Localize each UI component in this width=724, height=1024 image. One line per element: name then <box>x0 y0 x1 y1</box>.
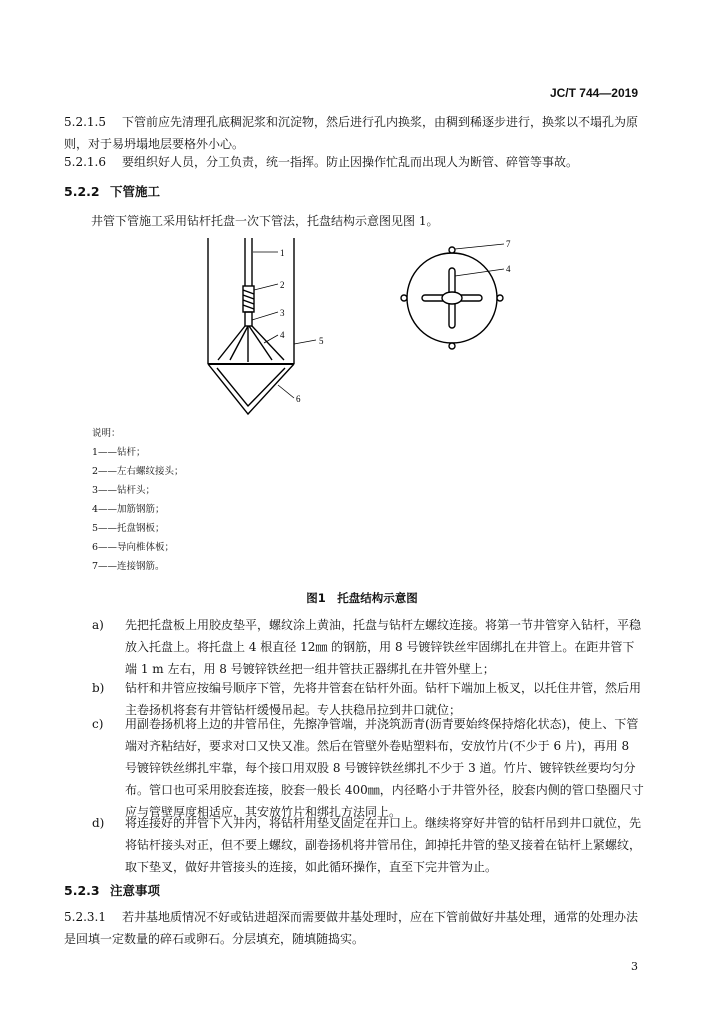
legend-item: 3——钻杆头； <box>92 485 156 496</box>
clause-number: 5.2.1.6 <box>64 155 106 169</box>
step-a <box>92 614 644 680</box>
section-number: 5.2.3 <box>64 883 100 898</box>
legend-title: 说明： <box>92 428 121 439</box>
clause-5-2-1-5 <box>64 111 642 155</box>
label-5: 5 <box>319 336 324 346</box>
label-6: 6 <box>296 394 301 404</box>
clause-text: 若井基地质情况不好或钻进超深而需要做井基处理时，应在下管前做好井基处理，通常的处理办法是回填一定数量的碎石或卵石。分层填充，随填随捣实。 <box>64 910 639 946</box>
label-4: 4 <box>280 330 285 340</box>
section-title: 注意事项 <box>110 883 161 898</box>
page-number: 3 <box>631 960 638 973</box>
legend-item: 1——钻杆； <box>92 447 146 458</box>
connecting-bar-ring <box>449 343 455 349</box>
section-5-2-3-heading <box>64 881 160 899</box>
legend-item: 5——托盘钢板； <box>92 523 165 534</box>
legend-item: 6——导向椎体板； <box>92 542 175 553</box>
standard-code-header: JC/T 744—2019 <box>549 86 638 100</box>
step-c <box>92 713 644 823</box>
rod-head <box>245 312 252 326</box>
clause-number: 5.2.3.1 <box>64 910 106 924</box>
reinforcing-bar <box>218 326 245 360</box>
label-3: 3 <box>280 308 285 318</box>
connecting-bar-ring <box>401 295 407 301</box>
clause-text: 下管前应先清理孔底稠泥浆和沉淀物，然后进行孔内换浆，由稠到稀逐步进行，换浆以不塌孔为原则，对于易坍塌地层要格外小心。 <box>64 115 639 151</box>
figure-caption: 图1 托盘结构示意图 <box>306 591 418 605</box>
step-label: b) <box>92 681 105 695</box>
step-text: 先把托盘板上用胶皮垫平，螺纹涂上黄油，托盘与钻杆左螺纹连接。将第一节井管穿入钻杆，平稳放入托盘上。将托盘上 4 根直径 12㎜ 的钢筋，用 8 号镀锌铁丝牢固绑扎在井管上。在距井管下端 1 m 左右，用 8 号镀锌铁丝把一组井管扶正器绑扎在井管外壁上； <box>125 618 642 676</box>
label-2: 2 <box>280 280 285 290</box>
legend-item: 7——连接钢筋。 <box>92 561 165 572</box>
step-text: 将连接好的井管下入井内，将钻杆用垫叉固定在井口上。继续将穿好井管的钻杆吊到井口就位，先将钻杆接头对正，但不要上螺纹，副卷扬机将井管吊住，卸掉托井管的垫叉接着在钻杆上紧螺纹，取下垫叉，做好井管接头的连接，如此循环操作，直至下完井管为止。 <box>125 816 642 874</box>
legend-item: 4——加筋钢筋； <box>92 504 165 515</box>
label-7: 7 <box>506 239 511 249</box>
label-4-plan: 4 <box>506 264 511 274</box>
clause-number: 5.2.1.5 <box>64 115 106 129</box>
step-d <box>92 812 644 878</box>
connecting-bar-ring <box>497 295 503 301</box>
tray-structure-diagram <box>190 232 530 420</box>
step-label: d) <box>92 816 105 830</box>
clause-text: 要组织好人员，分工负责，统一指挥。防止因操作忙乱而出现人为断管、碎管等事故。 <box>122 155 579 169</box>
figure-legend <box>92 424 184 576</box>
legend-item: 2——左右螺纹接头； <box>92 466 184 477</box>
clause-5-2-3-1 <box>64 906 642 950</box>
reinforcing-bar <box>230 326 248 360</box>
step-label: a) <box>92 618 104 632</box>
section-title: 下管施工 <box>110 184 161 199</box>
step-label: c) <box>92 717 104 731</box>
clause-5-2-1-6 <box>64 151 642 173</box>
label-1: 1 <box>280 248 285 258</box>
section-5-2-2-heading <box>64 182 160 200</box>
section-number: 5.2.2 <box>64 184 100 199</box>
section-intro: 井管下管施工采用钻杆托盘一次下管法，托盘结构示意图见图 1。 <box>91 214 439 228</box>
connecting-bar-ring <box>449 247 455 253</box>
step-text: 用副卷扬机将上边的井管吊住，先擦净管端，并浇筑沥青(沥青要始终保持熔化状态)，使上、下管端对齐粘结好，要求对口又快又准。然后在管壁外卷贴塑料布，安放竹片(不少于 6 片)，再用 8 号镀锌铁丝绑扎牢靠，每个接口用双股 8 号镀锌铁丝绑扎不少于 3 道。竹片、镀锌铁丝要均匀分布。管口也可采用胶套连接，胶套一般长 400㎜，内径略小于井管外径，胶套内侧的管口垫圈尺寸应与管壁厚度相适应，其安放竹片和绑扎方法同上。 <box>125 717 644 819</box>
step-text: 钻杆和井管应按编号顺序下管，先将井管套在钻杆外面。钻杆下端加上板叉，以托住井管，然后用主卷扬机将套有井管钻杆缓慢吊起。专人扶稳吊拉到井口就位； <box>125 681 642 717</box>
